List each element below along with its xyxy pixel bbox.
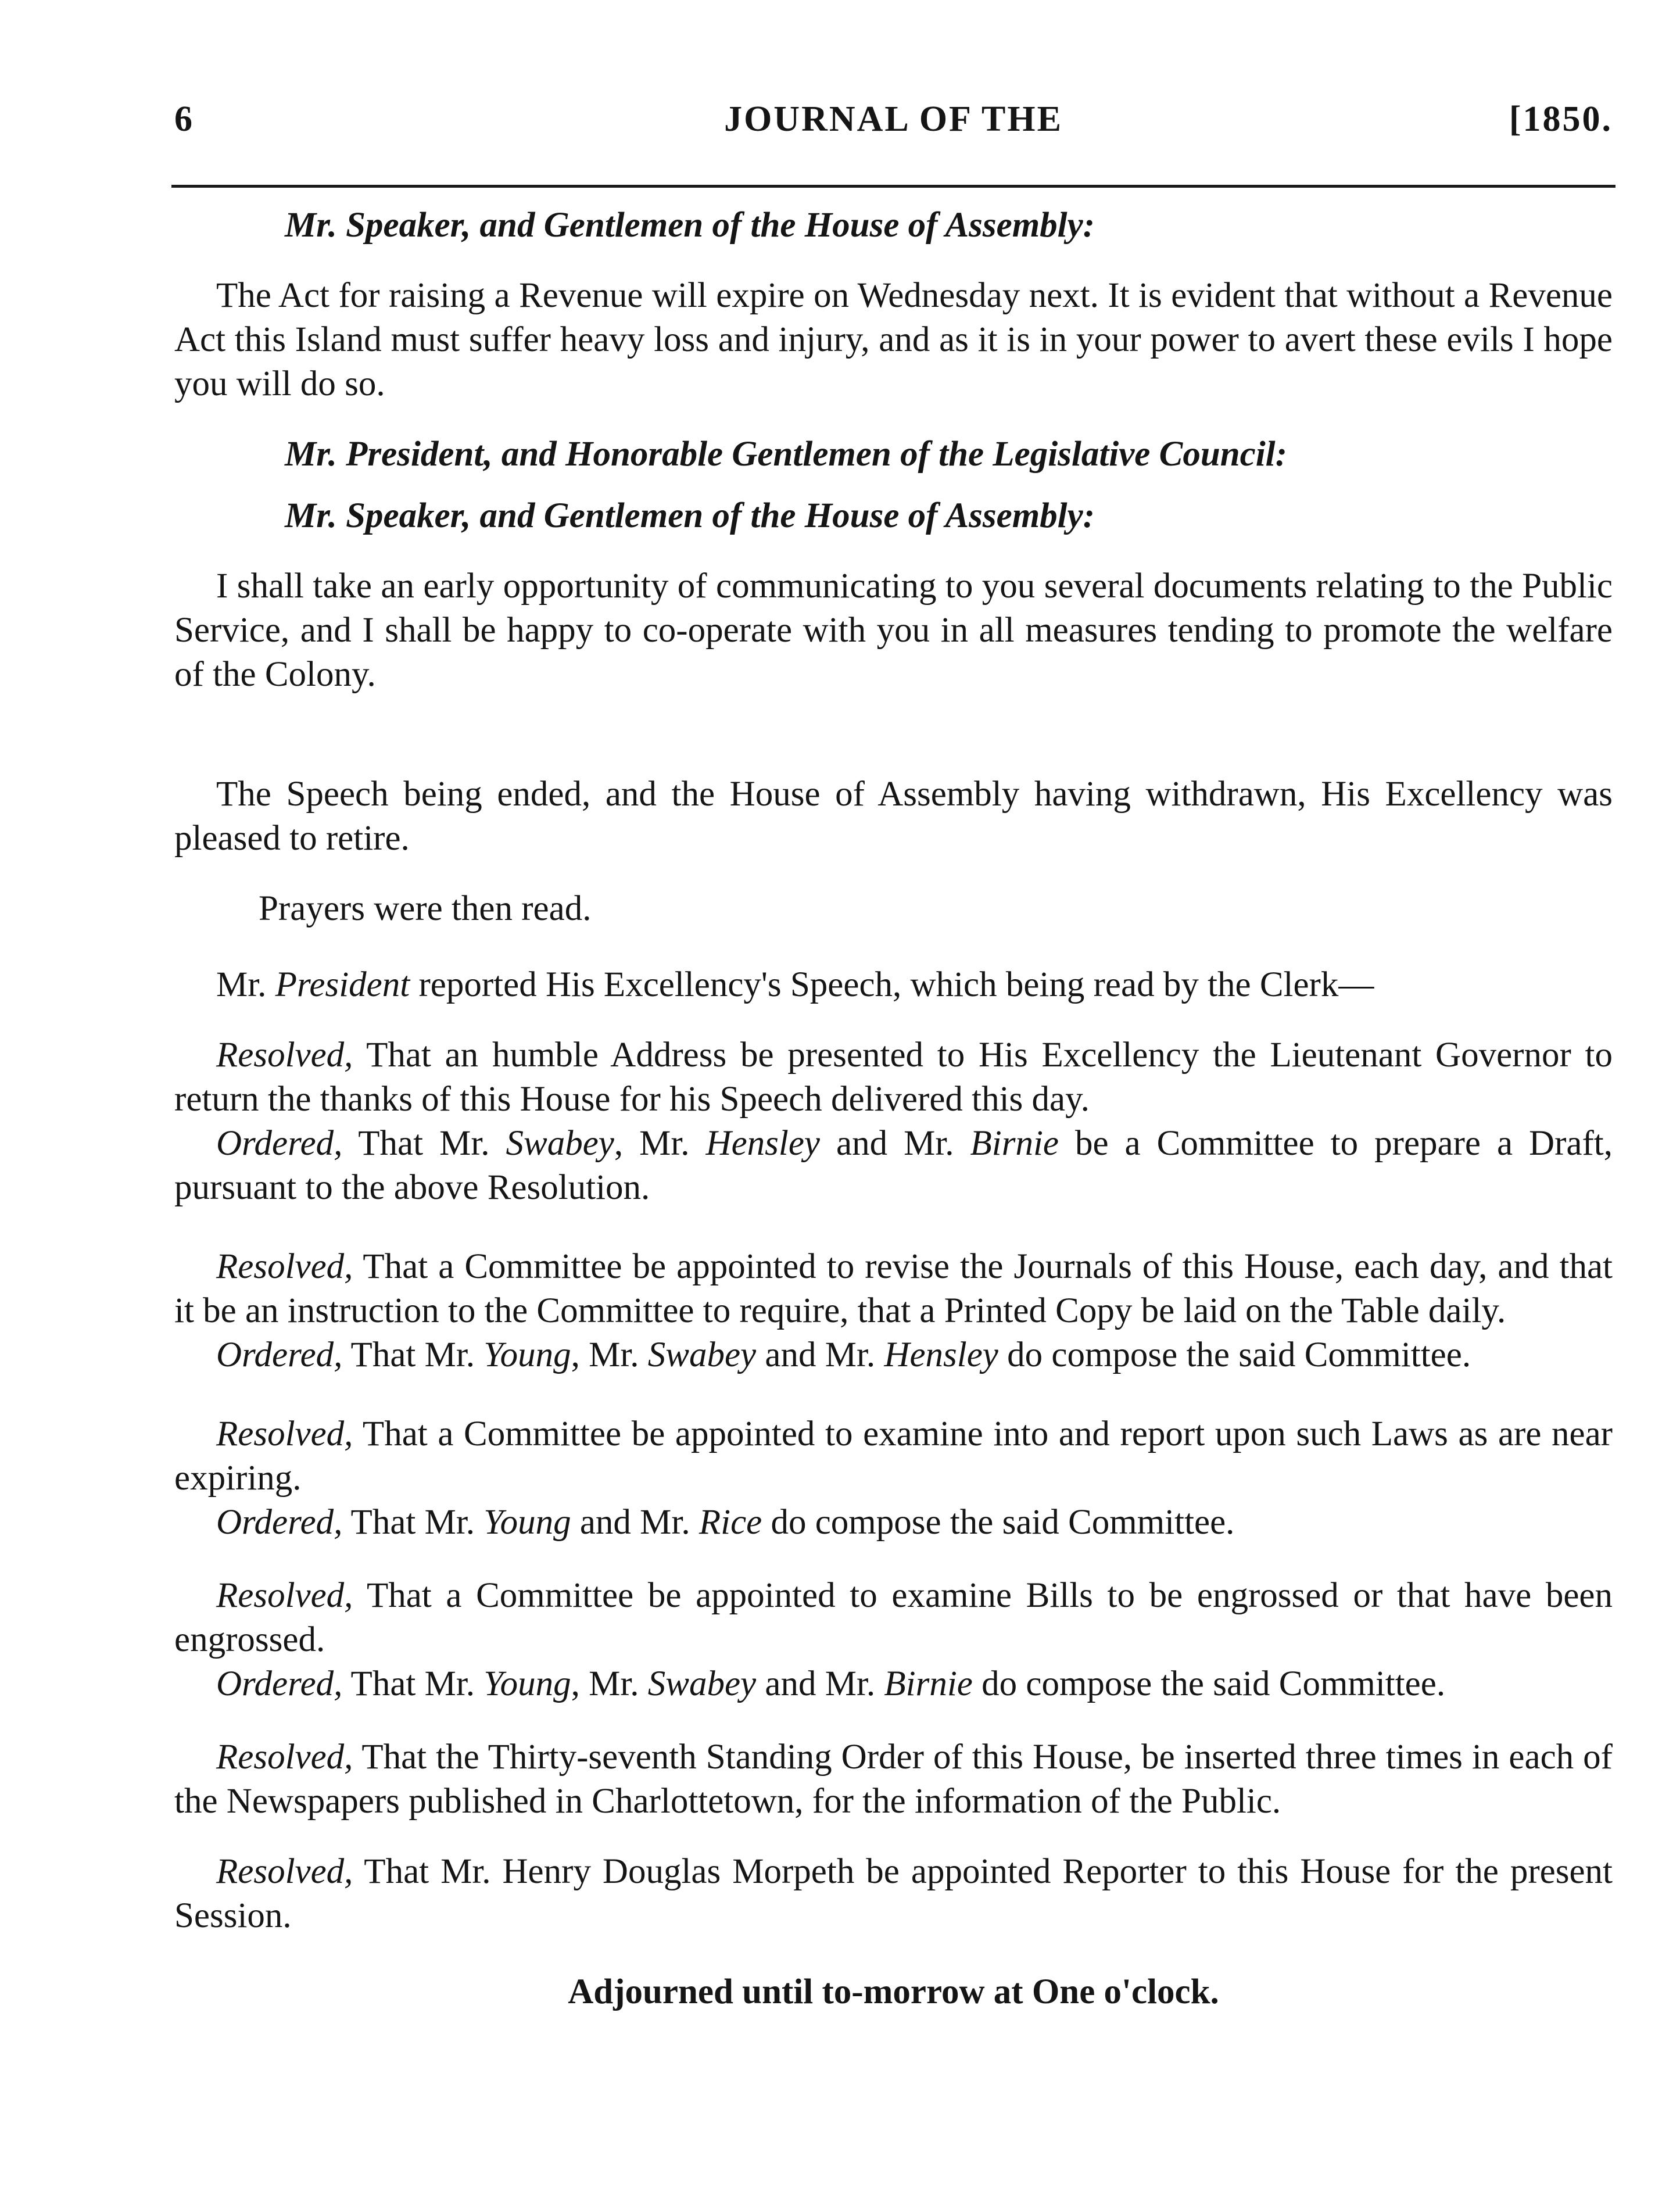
order-text: That Mr. <box>342 1124 506 1163</box>
ordered-label: Ordered, <box>216 1335 343 1374</box>
order-text: That Mr. <box>342 1335 484 1374</box>
order-text: do compose the said Committee. <box>998 1335 1471 1374</box>
resolution-address <box>174 1033 1613 1122</box>
salutation-council: Mr. President, and Honorable Gentlemen of the Legislative Council: <box>285 435 1287 474</box>
paragraph-revenue-act: The Act for raising a Revenue will expire on Wednesday next. It is evident that without a Revenue Act this Island must suffer heavy loss and injury, and as it is in your power to avert these evils I hope you will do so. <box>174 276 1613 403</box>
resolution-text: That a Committee be appointed to examine into and report upon such Laws as are near expiring. <box>174 1414 1613 1498</box>
paragraph-documents: I shall take an early opportunity of communicating to you several documents relating to the Public Service, and I shall be happy to co-operate with you in all measures tending to promote the welfare of the Colony. <box>174 567 1613 694</box>
order-text: and Mr. <box>756 1335 884 1374</box>
order-text: do compose the said Committee. <box>972 1664 1446 1703</box>
resolution-reporter <box>174 1850 1613 1938</box>
member-name: Hensley <box>705 1124 821 1163</box>
order-text: That Mr. <box>342 1664 484 1703</box>
paragraph-speech-ended: The Speech being ended, and the House of Assembly having withdrawn, His Excellency was pleased to retire. <box>174 775 1613 858</box>
resolution-engrossed-bills <box>174 1574 1613 1662</box>
order-engrossed-bills-committee <box>174 1662 1613 1706</box>
member-name: Rice <box>698 1503 762 1542</box>
resolved-label: Resolved, <box>216 1036 353 1075</box>
report-post: reported His Excellency's Speech, which being read by the Clerk— <box>410 965 1374 1004</box>
member-name: Birnie <box>970 1124 1059 1163</box>
order-text: , Mr. <box>614 1124 706 1163</box>
order-text: and Mr. <box>820 1124 970 1163</box>
resolved-label: Resolved, <box>216 1576 353 1615</box>
member-name: Hensley <box>884 1335 998 1374</box>
year-label: [1850. <box>1509 99 1613 139</box>
ordered-label: Ordered, <box>216 1664 343 1703</box>
resolution-expiring-laws <box>174 1412 1613 1500</box>
prayers-line: Prayers were then read. <box>259 889 592 928</box>
ordered-label: Ordered, <box>216 1124 343 1163</box>
order-text: , Mr. <box>571 1335 648 1374</box>
resolved-label: Resolved, <box>216 1247 353 1286</box>
president-report <box>174 963 1613 1007</box>
member-name: Swabey <box>647 1664 757 1703</box>
resolution-text: That a Committee be appointed to examine Bills to be engrossed or that have been engrossed. <box>174 1576 1613 1659</box>
order-draft-committee <box>174 1122 1613 1210</box>
member-name: Young <box>483 1335 571 1374</box>
page-header <box>174 99 1613 163</box>
order-text: and Mr. <box>571 1503 699 1542</box>
salutation-assembly: Mr. Speaker, and Gentlemen of the House of Assembly: <box>285 206 1095 245</box>
order-text: , Mr. <box>571 1664 648 1703</box>
resolution-standing-order <box>174 1735 1613 1824</box>
president-name: President <box>275 965 410 1004</box>
member-name: Swabey <box>506 1124 614 1163</box>
resolution-text: That a Committee be appointed to revise the Journals of this House, each day, and that it be an instruction to the Committee to require, that a Printed Copy be laid on the Table daily. <box>174 1247 1613 1330</box>
ordered-label: Ordered, <box>216 1503 343 1542</box>
order-journals-committee <box>174 1333 1613 1377</box>
resolved-label: Resolved, <box>216 1852 353 1891</box>
resolved-label: Resolved, <box>216 1414 353 1453</box>
order-text: That Mr. <box>342 1503 484 1542</box>
resolved-label: Resolved, <box>216 1738 353 1777</box>
order-text: be a Committee to prepare a Draft, pursuant to the above Resolution. <box>174 1124 1613 1207</box>
order-text: and Mr. <box>756 1664 884 1703</box>
member-name: Swabey <box>647 1335 757 1374</box>
running-title: JOURNAL OF THE <box>724 99 1063 139</box>
member-name: Young <box>483 1503 571 1542</box>
adjournment-line: Adjourned until to-morrow at One o'clock. <box>568 1972 1219 2011</box>
page-number: 6 <box>174 99 194 139</box>
member-name: Young <box>483 1664 571 1703</box>
resolution-text: That Mr. Henry Douglas Morpeth be appointed Reporter to this House for the present Session. <box>174 1852 1613 1935</box>
resolution-text: That the Thirty-seventh Standing Order of this House, be inserted three times in each of the Newspapers published in Charlottetown, for the information of the Public. <box>174 1738 1613 1821</box>
member-name: Birnie <box>884 1664 973 1703</box>
order-expiring-laws-committee <box>174 1500 1613 1545</box>
resolution-journals <box>174 1245 1613 1333</box>
resolution-text: That an humble Address be presented to His Excellency the Lieutenant Governor to return the thanks of this House for his Speech delivered this day. <box>174 1036 1613 1119</box>
order-text: do compose the said Committee. <box>762 1503 1235 1542</box>
report-pre: Mr. <box>216 965 275 1004</box>
salutation-assembly-second: Mr. Speaker, and Gentlemen of the House of Assembly: <box>285 496 1095 535</box>
header-rule <box>171 185 1615 188</box>
page-body <box>174 203 1613 2050</box>
